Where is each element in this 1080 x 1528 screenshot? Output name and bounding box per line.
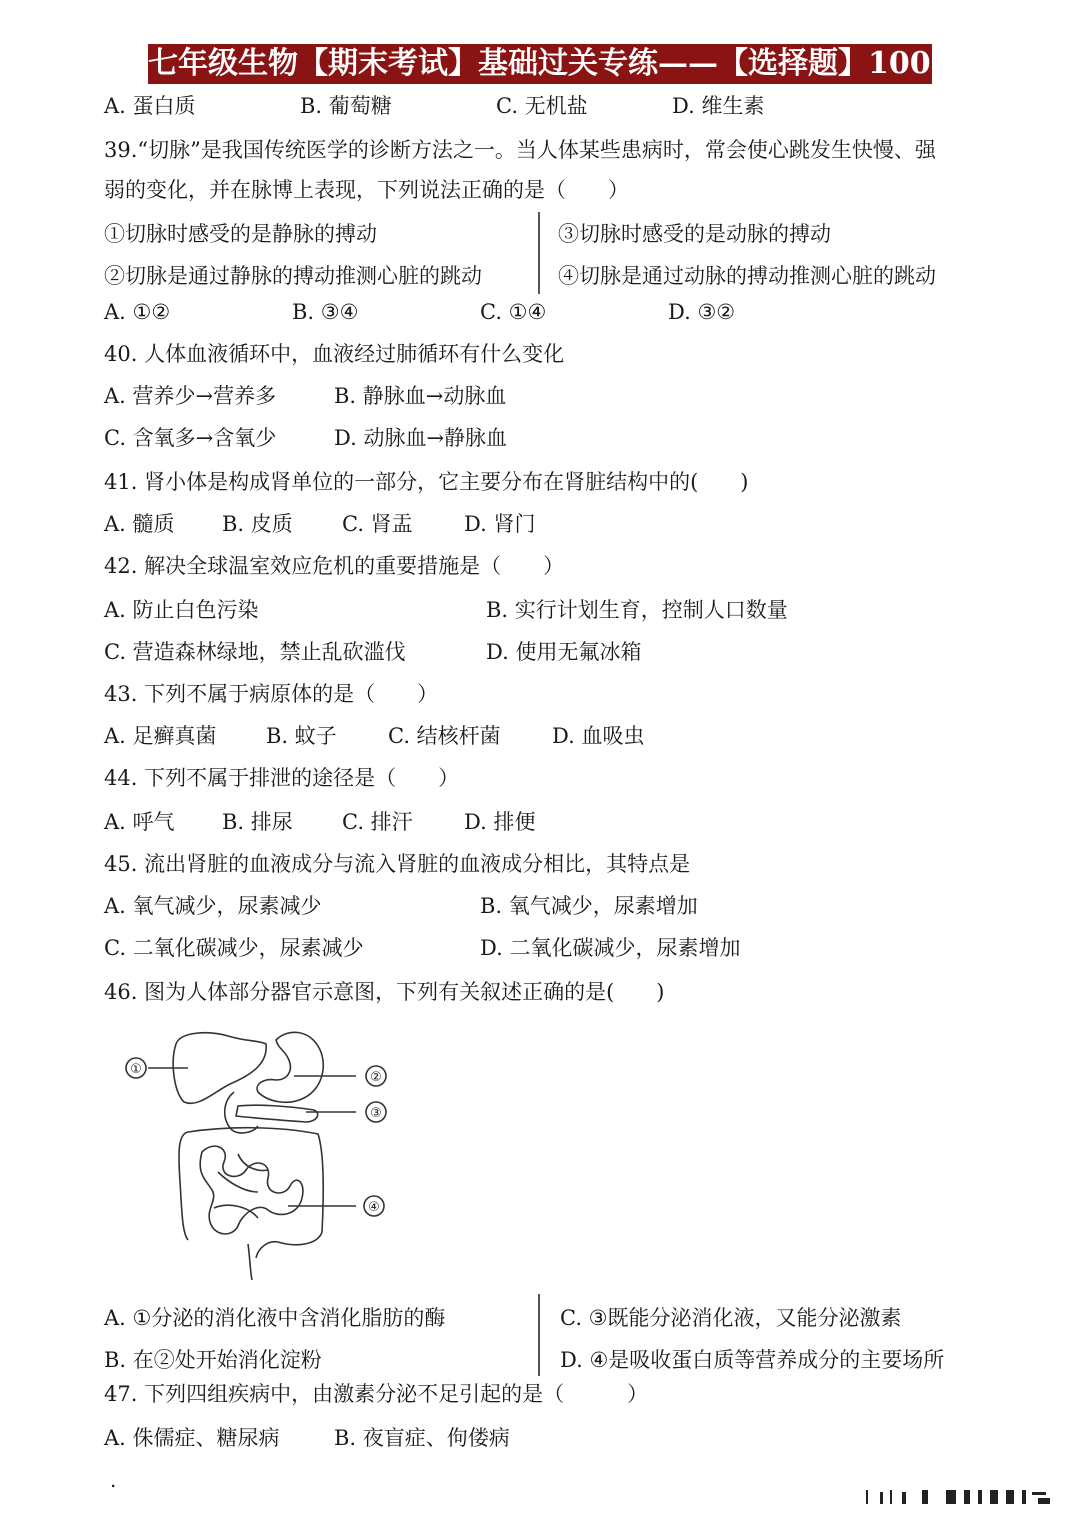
pancreas-shape	[236, 1105, 318, 1122]
q42-option-a: A. 防止白色污染	[104, 598, 259, 622]
q39-statement-1: ①切脉时感受的是静脉的搏动	[104, 222, 377, 246]
digestive-system-diagram	[118, 1022, 408, 1284]
q46-option-d: D. ④是吸收蛋白质等营养成分的主要场所	[560, 1348, 945, 1372]
duodenum-shape	[225, 1092, 258, 1133]
q46-option-b: B. 在②处开始消化淀粉	[104, 1348, 322, 1372]
q41-option-c: C. 肾盂	[342, 512, 413, 536]
stomach-shape	[257, 1032, 323, 1102]
q46-stem: 46. 图为人体部分器官示意图，下列有关叙述正确的是( )	[104, 980, 665, 1004]
diagram-label-2: ②	[370, 1070, 382, 1085]
q42-option-c: C. 营造森林绿地，禁止乱砍滥伐	[104, 640, 406, 664]
stray-dot: .	[110, 1468, 117, 1492]
q45-option-b: B. 氧气减少，尿素增加	[480, 894, 698, 918]
q44-option-d: D. 排便	[464, 810, 536, 834]
q40-option-d: D. 动脉血→静脉血	[334, 426, 508, 450]
q40-option-c: C. 含氧多→含氧少	[104, 426, 277, 450]
q39-option-a: A. ①②	[104, 300, 171, 324]
q42-stem: 42. 解决全球温室效应危机的重要措施是（ ）	[104, 554, 565, 578]
diagram-label-4: ④	[368, 1200, 380, 1215]
q46-option-c: C. ③既能分泌消化液，又能分泌激素	[560, 1306, 902, 1330]
q39-statement-3: ③切脉时感受的是动脉的搏动	[558, 222, 831, 246]
q45-option-d: D. 二氧化碳减少，尿素增加	[480, 936, 741, 960]
q38-option-a: A. 蛋白质	[104, 94, 196, 118]
q39-statement-4: ④切脉是通过动脉的搏动推测心脏的跳动	[558, 264, 936, 288]
q44-option-a: A. 呼气	[104, 810, 175, 834]
q41-option-d: D. 肾门	[464, 512, 536, 536]
q38-option-d: D. 维生素	[672, 94, 765, 118]
q45-stem: 45. 流出肾脏的血液成分与流入肾脏的血液成分相比，其特点是	[104, 852, 691, 876]
q45-option-c: C. 二氧化碳减少，尿素减少	[104, 936, 364, 960]
q44-stem: 44. 下列不属于排泄的途径是（ ）	[104, 766, 460, 790]
q43-stem: 43. 下列不属于病原体的是（ ）	[104, 682, 439, 706]
q40-option-a: A. 营养少→营养多	[104, 384, 277, 408]
large-intestine-shape	[179, 1128, 323, 1258]
rectum-shape	[248, 1244, 252, 1280]
q38-option-c: C. 无机盐	[496, 94, 588, 118]
q46-divider	[538, 1294, 540, 1376]
q47-stem: 47. 下列四组疾病中，由激素分泌不足引起的是（ ）	[104, 1382, 649, 1406]
page-title-banner: 七年级生物【期末考试】基础过关专练——【选择题】100 题	[148, 44, 932, 84]
q40-stem: 40. 人体血液循环中，血液经过肺循环有什么变化	[104, 342, 565, 366]
q44-option-c: C. 排汗	[342, 810, 413, 834]
q39-statement-2: ②切脉是通过静脉的搏动推测心脏的跳动	[104, 264, 482, 288]
q42-option-d: D. 使用无氟冰箱	[486, 640, 642, 664]
q39-stem-line2: 弱的变化，并在脉博上表现，下列说法正确的是（ ）	[104, 178, 629, 202]
q39-option-d: D. ③②	[668, 300, 736, 324]
q41-stem: 41. 肾小体是构成肾单位的一部分，它主要分布在肾脏结构中的( )	[104, 470, 749, 494]
diagram-label-1: ①	[130, 1062, 142, 1077]
q43-option-b: B. 蚊子	[266, 724, 337, 748]
q43-option-c: C. 结核杆菌	[388, 724, 501, 748]
q44-option-b: B. 排尿	[222, 810, 293, 834]
q43-option-d: D. 血吸虫	[552, 724, 645, 748]
diagram-label-3: ③	[370, 1106, 382, 1121]
q45-option-a: A. 氧气减少，尿素减少	[104, 894, 322, 918]
q47-option-b: B. 夜盲症、佝偻病	[334, 1426, 510, 1450]
q43-option-a: A. 足癣真菌	[104, 724, 217, 748]
q40-option-b: B. 静脉血→动脉血	[334, 384, 507, 408]
q47-option-a: A. 侏儒症、糖尿病	[104, 1426, 280, 1450]
q41-option-b: B. 皮质	[222, 512, 293, 536]
q46-option-a: A. ①分泌的消化液中含消化脂肪的酶	[104, 1306, 446, 1330]
q38-option-b: B. 葡萄糖	[300, 94, 392, 118]
q39-stem-line1: 39.“切脉”是我国传统医学的诊断方法之一。当人体某些患病时，常会使心跳发生快慢、强	[104, 138, 936, 162]
q41-option-a: A. 髓质	[104, 512, 175, 536]
q39-divider	[538, 212, 540, 294]
q42-option-b: B. 实行计划生育，控制人口数量	[486, 598, 788, 622]
small-intestine-shape	[200, 1146, 303, 1234]
q39-option-b: B. ③④	[292, 300, 359, 324]
scan-artifact-marks	[866, 1488, 1066, 1508]
q39-option-c: C. ①④	[480, 300, 547, 324]
